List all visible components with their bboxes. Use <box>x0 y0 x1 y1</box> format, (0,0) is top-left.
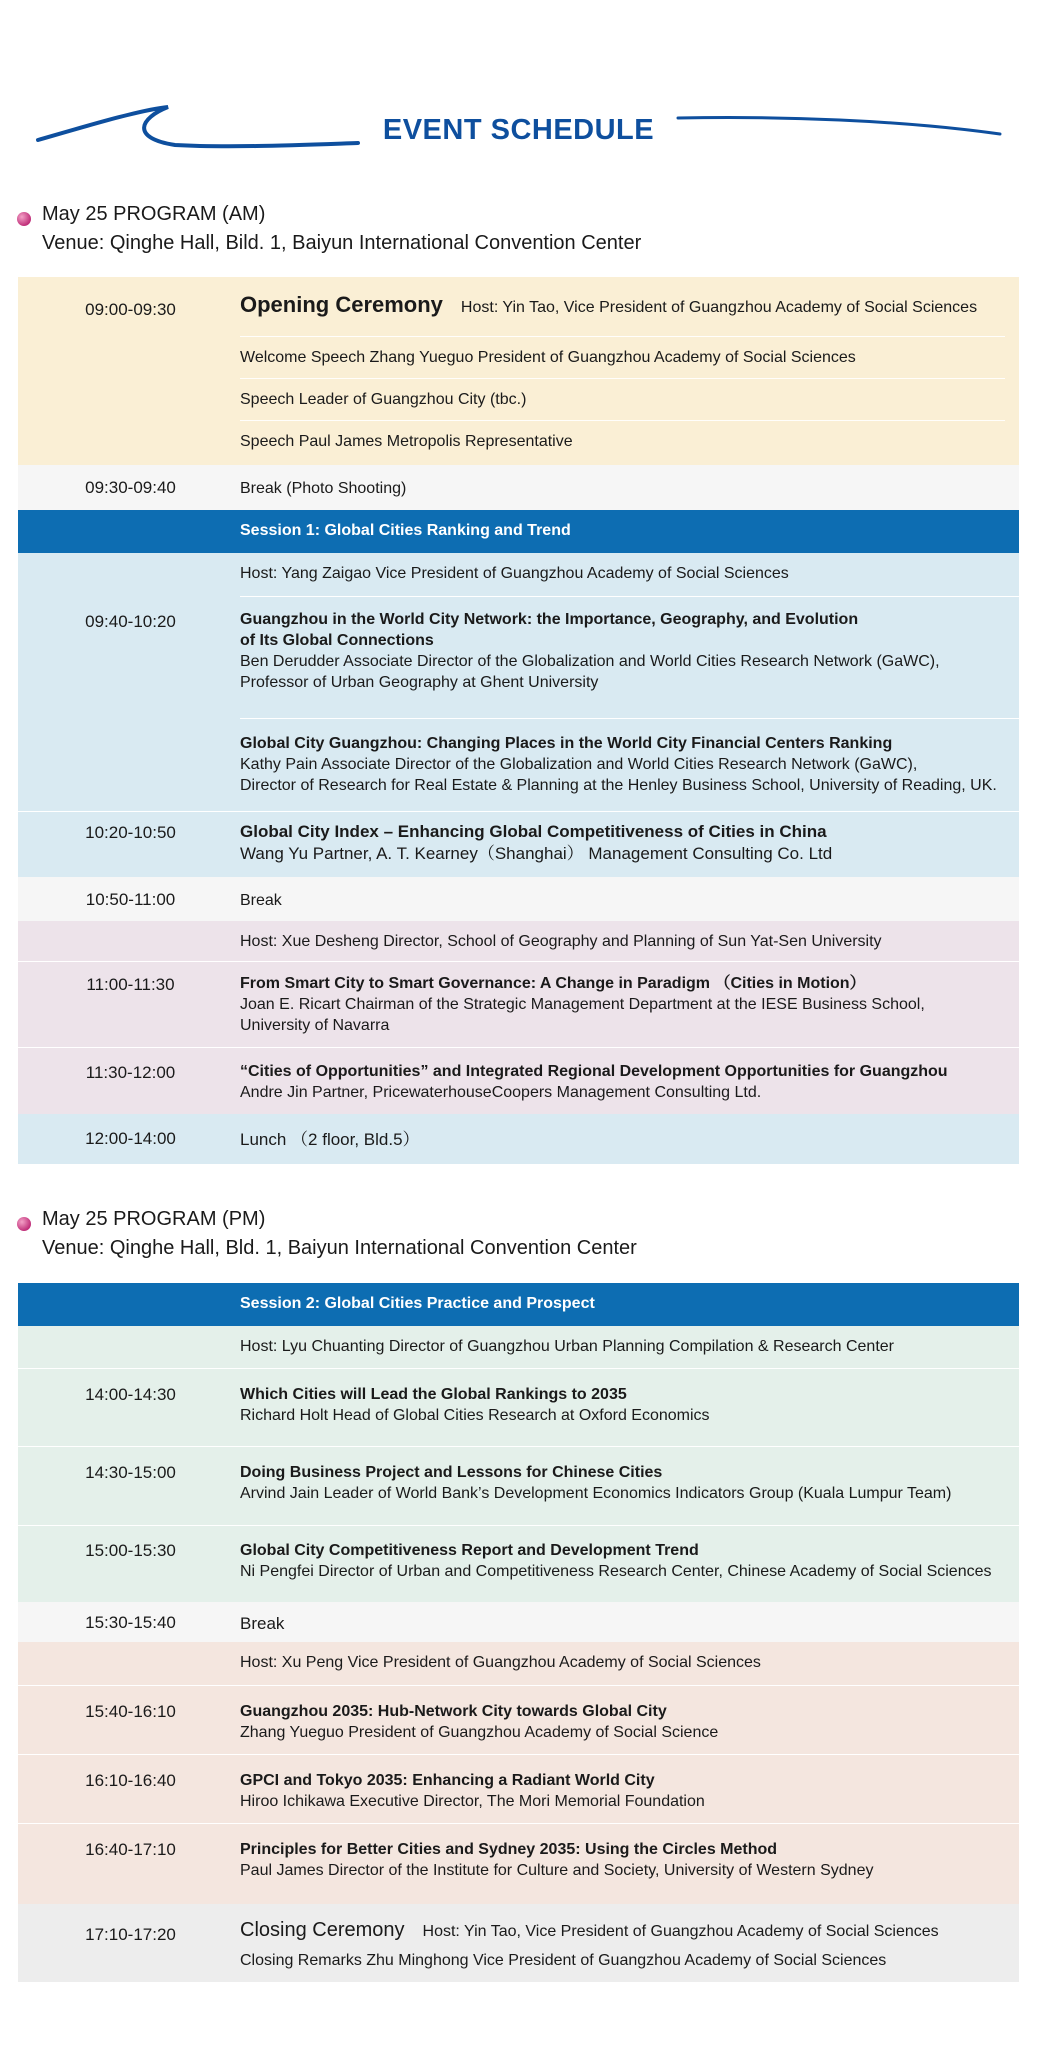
talk-title: Which Cities will Lead the Global Rankings to 2035 <box>240 1386 627 1403</box>
closing-ceremony-block <box>18 1904 1019 1982</box>
talk-speaker: Joan E. Ricart Chairman of the Strategic Management Department at the IESE Business School, <box>240 996 925 1013</box>
talk-title: Guangzhou 2035: Hub-Network City towards Global City <box>240 1703 667 1720</box>
closing-host: Host: Yin Tao, Vice President of Guangzhou Academy of Social Sciences <box>422 1923 939 1940</box>
talk-speaker: Hiroo Ichikawa Executive Director, The Mori Memorial Foundation <box>240 1793 705 1810</box>
talk-speaker: Kathy Pain Associate Director of the Globalization and World Cities Research Network (GaWC), <box>240 756 918 773</box>
talk-title: Guangzhou in the World City Network: the Importance, Geography, and Evolution <box>240 611 859 628</box>
talk-speaker: Professor of Urban Geography at Ghent University <box>240 674 599 691</box>
block-host: Host: Xue Desheng Director, School of Geography and Planning of Sun Yat-Sen University <box>240 933 882 950</box>
opening-host: Host: Yin Tao, Vice President of Guangzhou Academy of Social Sciences <box>460 299 978 316</box>
talk-item <box>240 1770 1005 1812</box>
session-2-title: Session 2: Global Cities Practice and Prospect <box>240 1295 595 1312</box>
session-2-block <box>18 1326 1019 1602</box>
talk-speaker: Zhang Yueguo President of Guangzhou Academy of Social Science <box>240 1724 719 1741</box>
closing-title-line <box>240 1920 1005 1942</box>
schedule-header <box>0 90 1037 170</box>
bullet-icon <box>17 212 31 226</box>
break-time: 09:30-09:40 <box>85 478 176 497</box>
talk-item <box>240 1462 1005 1504</box>
break-row <box>18 1602 1019 1642</box>
talk-speaker: Paul James Director of the Institute for Culture and Society, University of Western Sydney <box>240 1862 874 1879</box>
opening-title-line <box>240 294 1005 334</box>
talk-item <box>240 973 1005 1036</box>
talk-title: Doing Business Project and Lessons for Chinese Cities <box>240 1464 663 1481</box>
talk-time: 09:40-10:20 <box>85 612 176 631</box>
break-row <box>18 877 1019 921</box>
closing-remarks: Closing Remarks Zhu Minghong Vice President of Guangzhou Academy of Social Sciences <box>240 1952 887 1969</box>
talk-time: 15:40-16:10 <box>85 1702 176 1721</box>
break-text: Break (Photo Shooting) <box>240 480 407 497</box>
opening-ceremony-block <box>18 277 1019 465</box>
talk-speaker: Wang Yu Partner, A. T. Kearney（Shanghai） Management Consulting Co. Ltd <box>240 844 833 863</box>
session-1-block <box>18 553 1019 877</box>
talk-title: Global City Competitiveness Report and Development Trend <box>240 1542 699 1559</box>
session-1-host: Host: Yang Zaigao Vice President of Guangzhou Academy of Social Sciences <box>240 565 789 582</box>
page-title: EVENT SCHEDULE <box>382 114 655 146</box>
talk-item <box>240 1701 1005 1743</box>
session-2-title-bar <box>18 1283 1019 1326</box>
lunch-text: Lunch （2 floor, Bld.5） <box>240 1130 420 1149</box>
pm-venue: Venue: Qinghe Hall, Bld. 1, Baiyun International Convention Center <box>42 1237 637 1259</box>
talk-time: 10:20-10:50 <box>85 823 176 842</box>
opening-item: Speech Paul James Metropolis Representative <box>240 420 1005 463</box>
am-schedule <box>18 277 1019 1164</box>
bullet-icon <box>17 1217 31 1231</box>
talk-time: 16:10-16:40 <box>85 1771 176 1790</box>
block-host: Host: Xu Peng Vice President of Guangzhou Academy of Social Sciences <box>240 1654 761 1671</box>
break-time: 15:30-15:40 <box>85 1613 176 1632</box>
talk-speaker: University of Navarra <box>240 1017 390 1034</box>
break-time: 10:50-11:00 <box>85 890 176 909</box>
lunch-time: 12:00-14:00 <box>85 1129 176 1148</box>
opening-time: 09:00-09:30 <box>85 300 176 319</box>
talk-title: GPCI and Tokyo 2035: Enhancing a Radiant World City <box>240 1772 655 1789</box>
pm-schedule <box>18 1283 1019 1982</box>
morning-second-block <box>18 921 1019 1114</box>
talk-item <box>240 733 1005 796</box>
talk-title: Principles for Better Cities and Sydney 2035: Using the Circles Method <box>240 1841 778 1858</box>
talk-time: 11:30-12:00 <box>85 1063 176 1082</box>
talk-time: 14:00-14:30 <box>85 1385 176 1404</box>
talk-title: “Cities of Opportunities” and Integrated Regional Development Opportunities for Guangzhou <box>240 1063 948 1080</box>
talk-item <box>240 1384 1005 1426</box>
break-text: Break <box>240 892 282 909</box>
talk-title: Global City Guangzhou: Changing Places in the World City Financial Centers Ranking <box>240 735 893 752</box>
opening-item: Speech Leader of Guangzhou City (tbc.) <box>240 378 1005 421</box>
opening-title: Opening Ceremony <box>240 292 443 317</box>
session-1-title-bar <box>18 510 1019 553</box>
session-2-host: Host: Lyu Chuanting Director of Guangzhou Urban Planning Compilation & Research Center <box>240 1338 894 1355</box>
lunch-row <box>18 1114 1019 1164</box>
talk-item <box>240 821 1005 865</box>
talk-speaker: Arvind Jain Leader of World Bank’s Development Economics Indicators Group (Kuala Lumpur Team) <box>240 1485 952 1502</box>
break-text: Break <box>240 1614 285 1633</box>
talk-time: 11:00-11:30 <box>86 975 175 994</box>
pm-date: May 25 PROGRAM (PM) <box>42 1208 266 1230</box>
am-date: May 25 PROGRAM (AM) <box>42 203 266 225</box>
talk-time: 16:40-17:10 <box>85 1840 176 1859</box>
talk-title: of Its Global Connections <box>240 632 434 649</box>
session-1-title: Session 1: Global Cities Ranking and Trend <box>240 522 571 539</box>
talk-speaker: Andre Jin Partner, PricewaterhouseCoopers Management Consulting Ltd. <box>240 1084 762 1101</box>
talk-time: 14:30-15:00 <box>85 1463 176 1482</box>
talk-title: From Smart City to Smart Governance: A Change in Paradigm （Cities in Motion） <box>240 975 866 992</box>
closing-time: 17:10-17:20 <box>85 1925 176 1944</box>
afternoon-second-block <box>18 1642 1019 1904</box>
talk-item <box>240 1061 1005 1103</box>
talk-item <box>240 1540 1005 1582</box>
break-row <box>18 465 1019 510</box>
closing-title: Closing Ceremony <box>240 1919 405 1941</box>
talk-speaker: Richard Holt Head of Global Cities Research at Oxford Economics <box>240 1407 710 1424</box>
talk-time: 15:00-15:30 <box>85 1541 176 1560</box>
talk-item <box>240 609 1005 693</box>
talk-item <box>240 1839 1005 1881</box>
am-venue: Venue: Qinghe Hall, Bild. 1, Baiyun International Convention Center <box>42 232 642 254</box>
talk-title: Global City Index – Enhancing Global Competitiveness of Cities in China <box>240 822 827 841</box>
talk-speaker: Ni Pengfei Director of Urban and Competitiveness Research Center, Chinese Academy of Social Sciences <box>240 1563 992 1580</box>
talk-speaker: Ben Derudder Associate Director of the Globalization and World Cities Research Network (GaWC), <box>240 653 940 670</box>
talk-speaker: Director of Research for Real Estate & Planning at the Henley Business School, University of Reading, UK. <box>240 777 997 794</box>
opening-item: Welcome Speech Zhang Yueguo President of Guangzhou Academy of Social Sciences <box>240 336 1005 379</box>
